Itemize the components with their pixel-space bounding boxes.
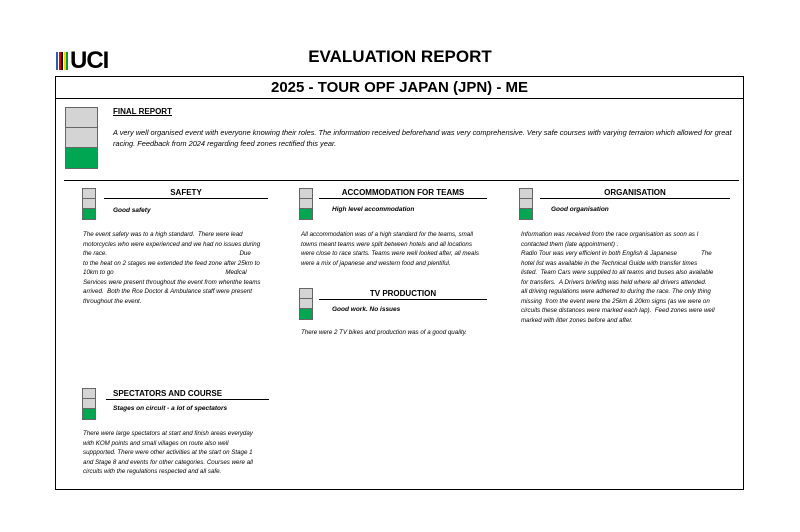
rating-segment [66, 148, 97, 168]
organisation-text: Information was received from the race organisation as soon as I contacted them (late appointment) . Radio Tour was very efficient in both English & Japanese The hotel list was available in the Technical Guide with transfer times listed. Team Cars were supplied to all teams and buses also available for transfers. A Drivers briefing was held where all drivers attended. all driving regulations were adhered to during the race. The only thing missing from the event were the 25km & 20km signs (as we were on circuits these distances were marked each lap). Feed zones were well marked with litter zones before and after. [521, 231, 715, 324]
rating-segment [300, 199, 312, 209]
uci-logo-text: UCI [70, 47, 109, 74]
organisation-rating-label: Good organisation [551, 206, 609, 213]
spectators-header: SPECTATORS AND COURSE [106, 389, 269, 400]
final-report-title: FINAL REPORT [113, 107, 172, 116]
spectators-text: There were large spectators at start and finish areas everyday with KOM points and small villages on route also well suppported. There were other activities at the start on Stage 1 and Stage 8 and events for other categories. Courses were all circuits with the regulations respected and all safe. [83, 430, 253, 475]
spectators-rating-gauge [82, 388, 96, 420]
rating-segment [300, 209, 312, 219]
event-title: 2025 - TOUR OPF JAPAN (JPN) - ME [56, 77, 743, 99]
accommodation-rating-label: High level accommodation [332, 206, 415, 213]
rating-segment [83, 189, 95, 199]
spectators-rating-label: Stages on circuit - a lot of spectators [113, 405, 228, 412]
final-report-rating-gauge [65, 107, 98, 169]
tv-production-text: There were 2 TV bikes and production was of a good quality. [301, 329, 468, 336]
safety-rating-gauge [82, 188, 96, 220]
rating-segment [300, 289, 312, 299]
report-frame [55, 76, 744, 490]
safety-rating-label: Good safety [113, 207, 151, 214]
rating-segment [300, 299, 312, 309]
accommodation-header: ACCOMMODATION FOR TEAMS [319, 188, 487, 199]
tv-production-header: TV PRODUCTION [319, 289, 487, 300]
accommodation-rating-gauge [299, 188, 313, 220]
final-report-text: A very well organised event with everyone knowing their roles. The information received beforehand was very comprehensive. Very safe courses with varying terraion which allowed for great racing. Feedback from 2024 regarding feed zones rectified this year. [113, 128, 732, 148]
rating-segment [83, 389, 95, 399]
accommodation-text: All accommodation was of a high standard for the teams, small towns meant teams were split between hotels and all locations were close to race starts. Teams were well looked after, all meals were a mix of japanese and western food and plentiful. [301, 231, 479, 267]
rating-segment [300, 309, 312, 319]
rating-segment [520, 189, 532, 199]
tv-production-rating-label: Good work. No issues [332, 306, 401, 313]
rating-segment [66, 128, 97, 148]
rating-segment [520, 209, 532, 219]
rating-segment [83, 209, 95, 219]
organisation-rating-gauge [519, 188, 533, 220]
section-divider [64, 180, 739, 181]
safety-text: The event safety was to a high standard. There were lead motorcycles who were experienced and we had no issues during the race. Due to the heat on 2 stages we extended the feed zone after 25km to 10km to go Medical Services were present throughout the event from whenthe teams arrived. Both the Rce Doctor & Ambulance staff were present throughout the event. [83, 231, 261, 305]
rating-segment [300, 189, 312, 199]
document-title: EVALUATION REPORT [308, 47, 492, 66]
organisation-header: ORGANISATION [540, 188, 730, 199]
rating-segment [83, 409, 95, 419]
rating-segment [83, 399, 95, 409]
rating-segment [520, 199, 532, 209]
rating-segment [66, 108, 97, 128]
rating-segment [83, 199, 95, 209]
safety-header: SAFETY [104, 188, 268, 199]
tv-production-rating-gauge [299, 288, 313, 320]
